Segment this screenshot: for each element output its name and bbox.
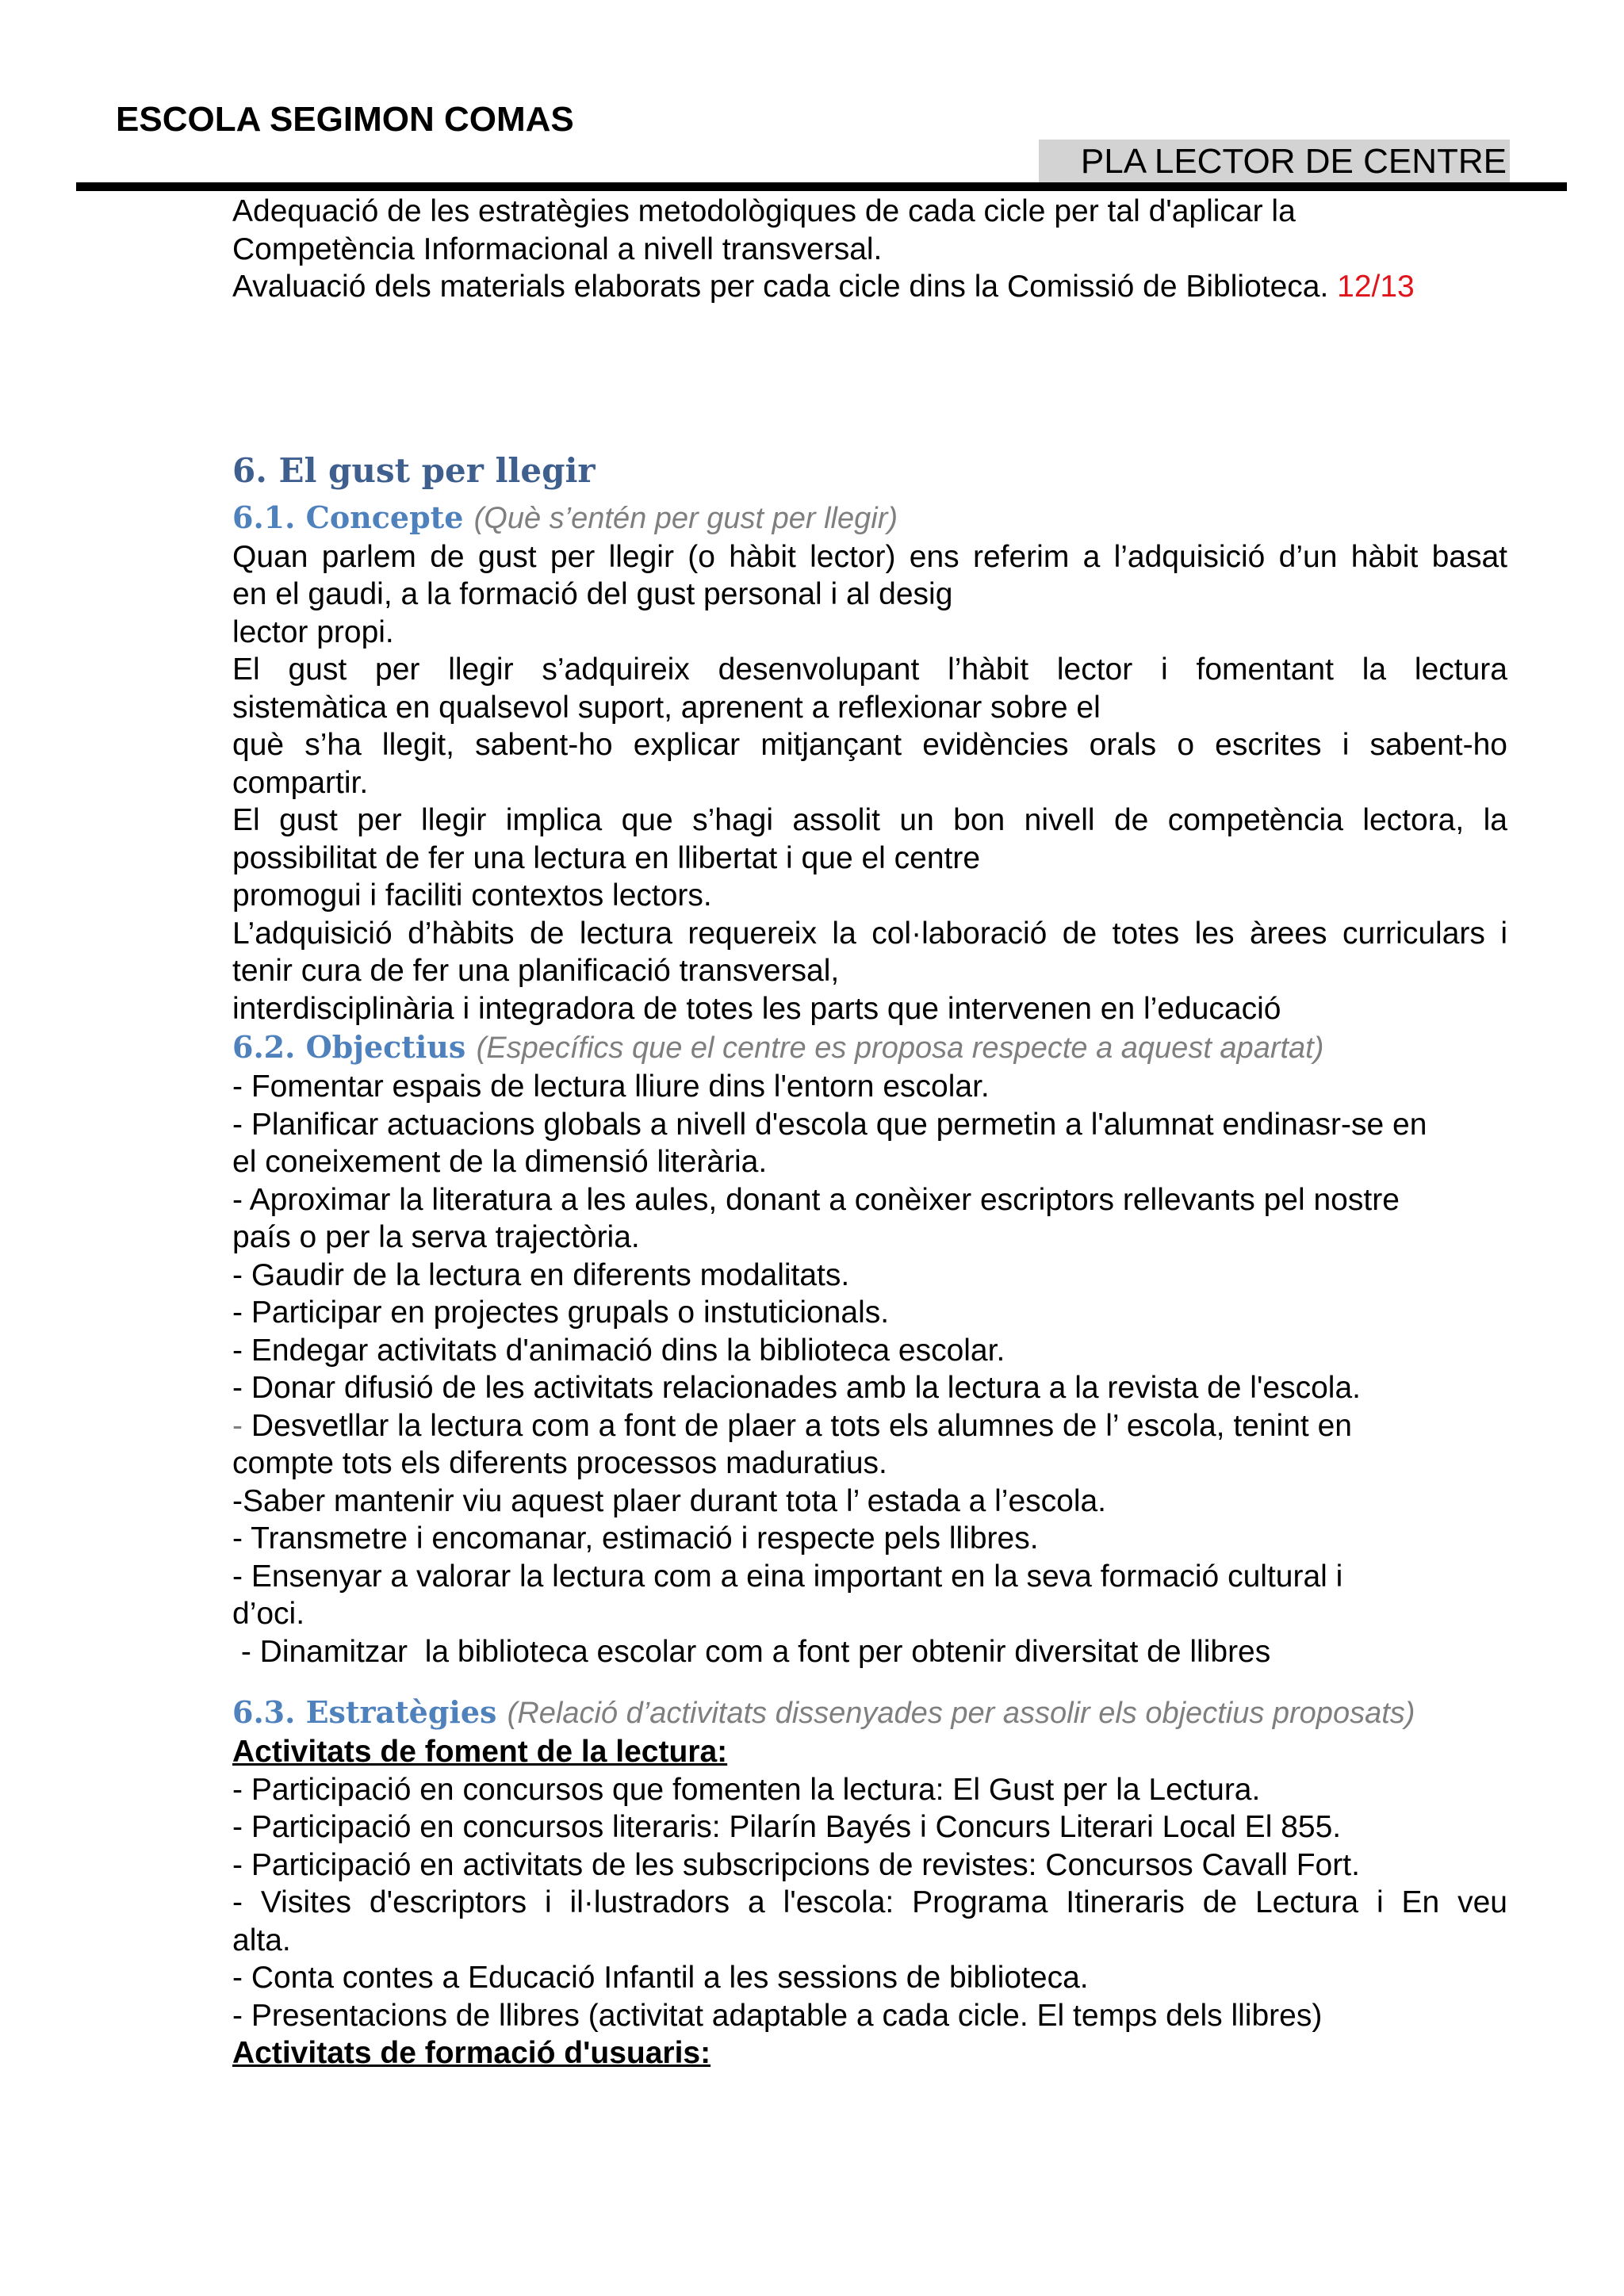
list-item <box>232 1407 1507 1445</box>
grey-dash: - <box>232 1408 243 1443</box>
subheading-foment: Activitats de foment de la lectura: <box>232 1735 728 1769</box>
document-title: PLA LECTOR DE CENTRE <box>1039 140 1510 184</box>
list-item: - Presentacions de llibres (activitat adaptable a cada cicle. El temps dels llibres) <box>232 1998 1323 2033</box>
spacer <box>232 1670 1507 1693</box>
section-6-1-title: 6.1. Concepte <box>232 499 464 535</box>
section-6-title: 6. El gust per llegir <box>232 450 596 490</box>
header-divider <box>76 182 1567 191</box>
paragraph-line: promogui i faciliti contextos lectors. <box>232 878 712 913</box>
list-item-text: Desvetllar la lectura com a font de plaer a tots els alumnes de l’ escola, tenint en <box>243 1408 1352 1443</box>
list-item: -Saber mantenir viu aquest plaer durant tota l’ estada a l’escola. <box>232 1483 1107 1518</box>
paragraph-line: L’adquisició d’hàbits de lectura requereix la col·laboració de totes les àrees curriculars i <box>232 916 1507 951</box>
list-item: país o per la serva trajectòria. <box>232 1220 640 1254</box>
paragraph-line: tenir cura de fer una planificació transversal, <box>232 954 840 988</box>
list-item: - Aproximar la literatura a les aules, donant a conèixer escriptors rellevants pel nostre <box>232 1182 1400 1217</box>
intro-block <box>232 193 1507 306</box>
list-item: - Participació en concursos que fomenten la lectura: El Gust per la Lectura. <box>232 1772 1261 1807</box>
paragraph-line: El gust per llegir s’adquireix desenvolupant l’hàbit lector i fomentant la lectura <box>232 652 1507 687</box>
section-6-1-note: (Què s’entén per gust per llegir) <box>473 501 898 535</box>
list-item: el coneixement de la dimensió literària. <box>232 1145 768 1179</box>
paragraph-line: sistemàtica en qualsevol suport, aprenent a reflexionar sobre el <box>232 690 1101 725</box>
list-item: - Visites d'escriptors i il·lustradors a l'escola: Programa Itineraris de Lectura i En veu <box>232 1885 1507 1919</box>
subheading-formacio: Activitats de formació d'usuaris: <box>232 2036 711 2070</box>
paragraph-line: lector propi. <box>232 614 394 649</box>
list-item: - Conta contes a Educació Infantil a les sessions de biblioteca. <box>232 1961 1089 1995</box>
list-item: alta. <box>232 1923 291 1957</box>
spacer <box>232 306 1507 446</box>
list-item: - Gaudir de la lectura en diferents modalitats. <box>232 1257 850 1292</box>
school-name: ESCOLA SEGIMON COMAS <box>116 100 574 139</box>
list-item: - Participació en concursos literaris: Pilarín Bayés i Concurs Literari Local El 855. <box>232 1810 1342 1844</box>
list-item: - Participar en projectes grupals o instuticionals. <box>232 1295 890 1330</box>
section-6-2-heading <box>232 1027 1507 1068</box>
intro-line: Competència Informacional a nivell transversal. <box>232 232 883 266</box>
list-item: - Participació en activitats de les subscripcions de revistes: Concursos Cavall Fort. <box>232 1847 1360 1882</box>
list-item: - Donar difusió de les activitats relacionades amb la lectura a la revista de l'escola. <box>232 1371 1361 1405</box>
section-6-2-title: 6.2. Objectius <box>232 1029 466 1065</box>
paragraph-line: possibilitat de fer una lectura en llibertat i que el centre <box>232 840 981 875</box>
list-item: - Endegar activitats d'animació dins la biblioteca escolar. <box>232 1333 1005 1368</box>
paragraph-line: interdisciplinària i integradora de totes les parts que intervenen en l’educació <box>232 991 1281 1026</box>
list-item: d’oci. <box>232 1597 305 1631</box>
paragraph-line: compartir. <box>232 765 369 800</box>
course-label: 12/13 <box>1337 270 1415 304</box>
list-item: - Transmetre i encomanar, estimació i respecte pels llibres. <box>232 1521 1039 1556</box>
paragraph-line: El gust per llegir implica que s’hagi assolit un bon nivell de competència lectora, la <box>232 803 1507 837</box>
page-body <box>232 193 1507 2072</box>
list-item: compte tots els diferents processos maduratius. <box>232 1446 887 1480</box>
list-item: - Planificar actuacions globals a nivell d'escola que permetin a l'alumnat endinasr-se en <box>232 1107 1427 1142</box>
intro-line <box>232 268 1507 306</box>
section-6-3 <box>232 1693 1507 2072</box>
list-item: - Fomentar espais de lectura lliure dins l'entorn escolar. <box>232 1070 990 1104</box>
section-6-2-note: (Específics que el centre es proposa respecte a aquest apartat) <box>476 1031 1324 1065</box>
section-6-3-note: (Relació d’activitats dissenyades per assolir els objectius proposats) <box>507 1697 1415 1730</box>
list-item: - Dinamitzar la biblioteca escolar com a font per obtenir diversitat de llibres <box>232 1634 1271 1669</box>
intro-line: Adequació de les estratègies metodològiques de cada cicle per tal d'aplicar la <box>232 194 1296 228</box>
section-6-2 <box>232 1027 1507 1670</box>
list-item: - Ensenyar a valorar la lectura com a eina important en la seva formació cultural i <box>232 1559 1343 1594</box>
paragraph-line: què s’ha llegit, sabent-ho explicar mitjançant evidències orals o escrites i sabent-ho <box>232 728 1507 762</box>
section-6-1 <box>232 498 1507 1028</box>
section-6-3-title: 6.3. Estratègies <box>232 1694 497 1730</box>
paragraph-line: Quan parlem de gust per llegir (o hàbit lector) ens referim a l’adquisició d’un hàbit basat <box>232 539 1507 574</box>
paragraph-line: en el gaudi, a la formació del gust personal i al desig <box>232 577 953 611</box>
intro-line-text: Avaluació dels materials elaborats per cada cicle dins la Comissió de Biblioteca. <box>232 270 1329 304</box>
section-6-1-heading <box>232 498 1507 538</box>
section-6-3-heading <box>232 1693 1507 1733</box>
